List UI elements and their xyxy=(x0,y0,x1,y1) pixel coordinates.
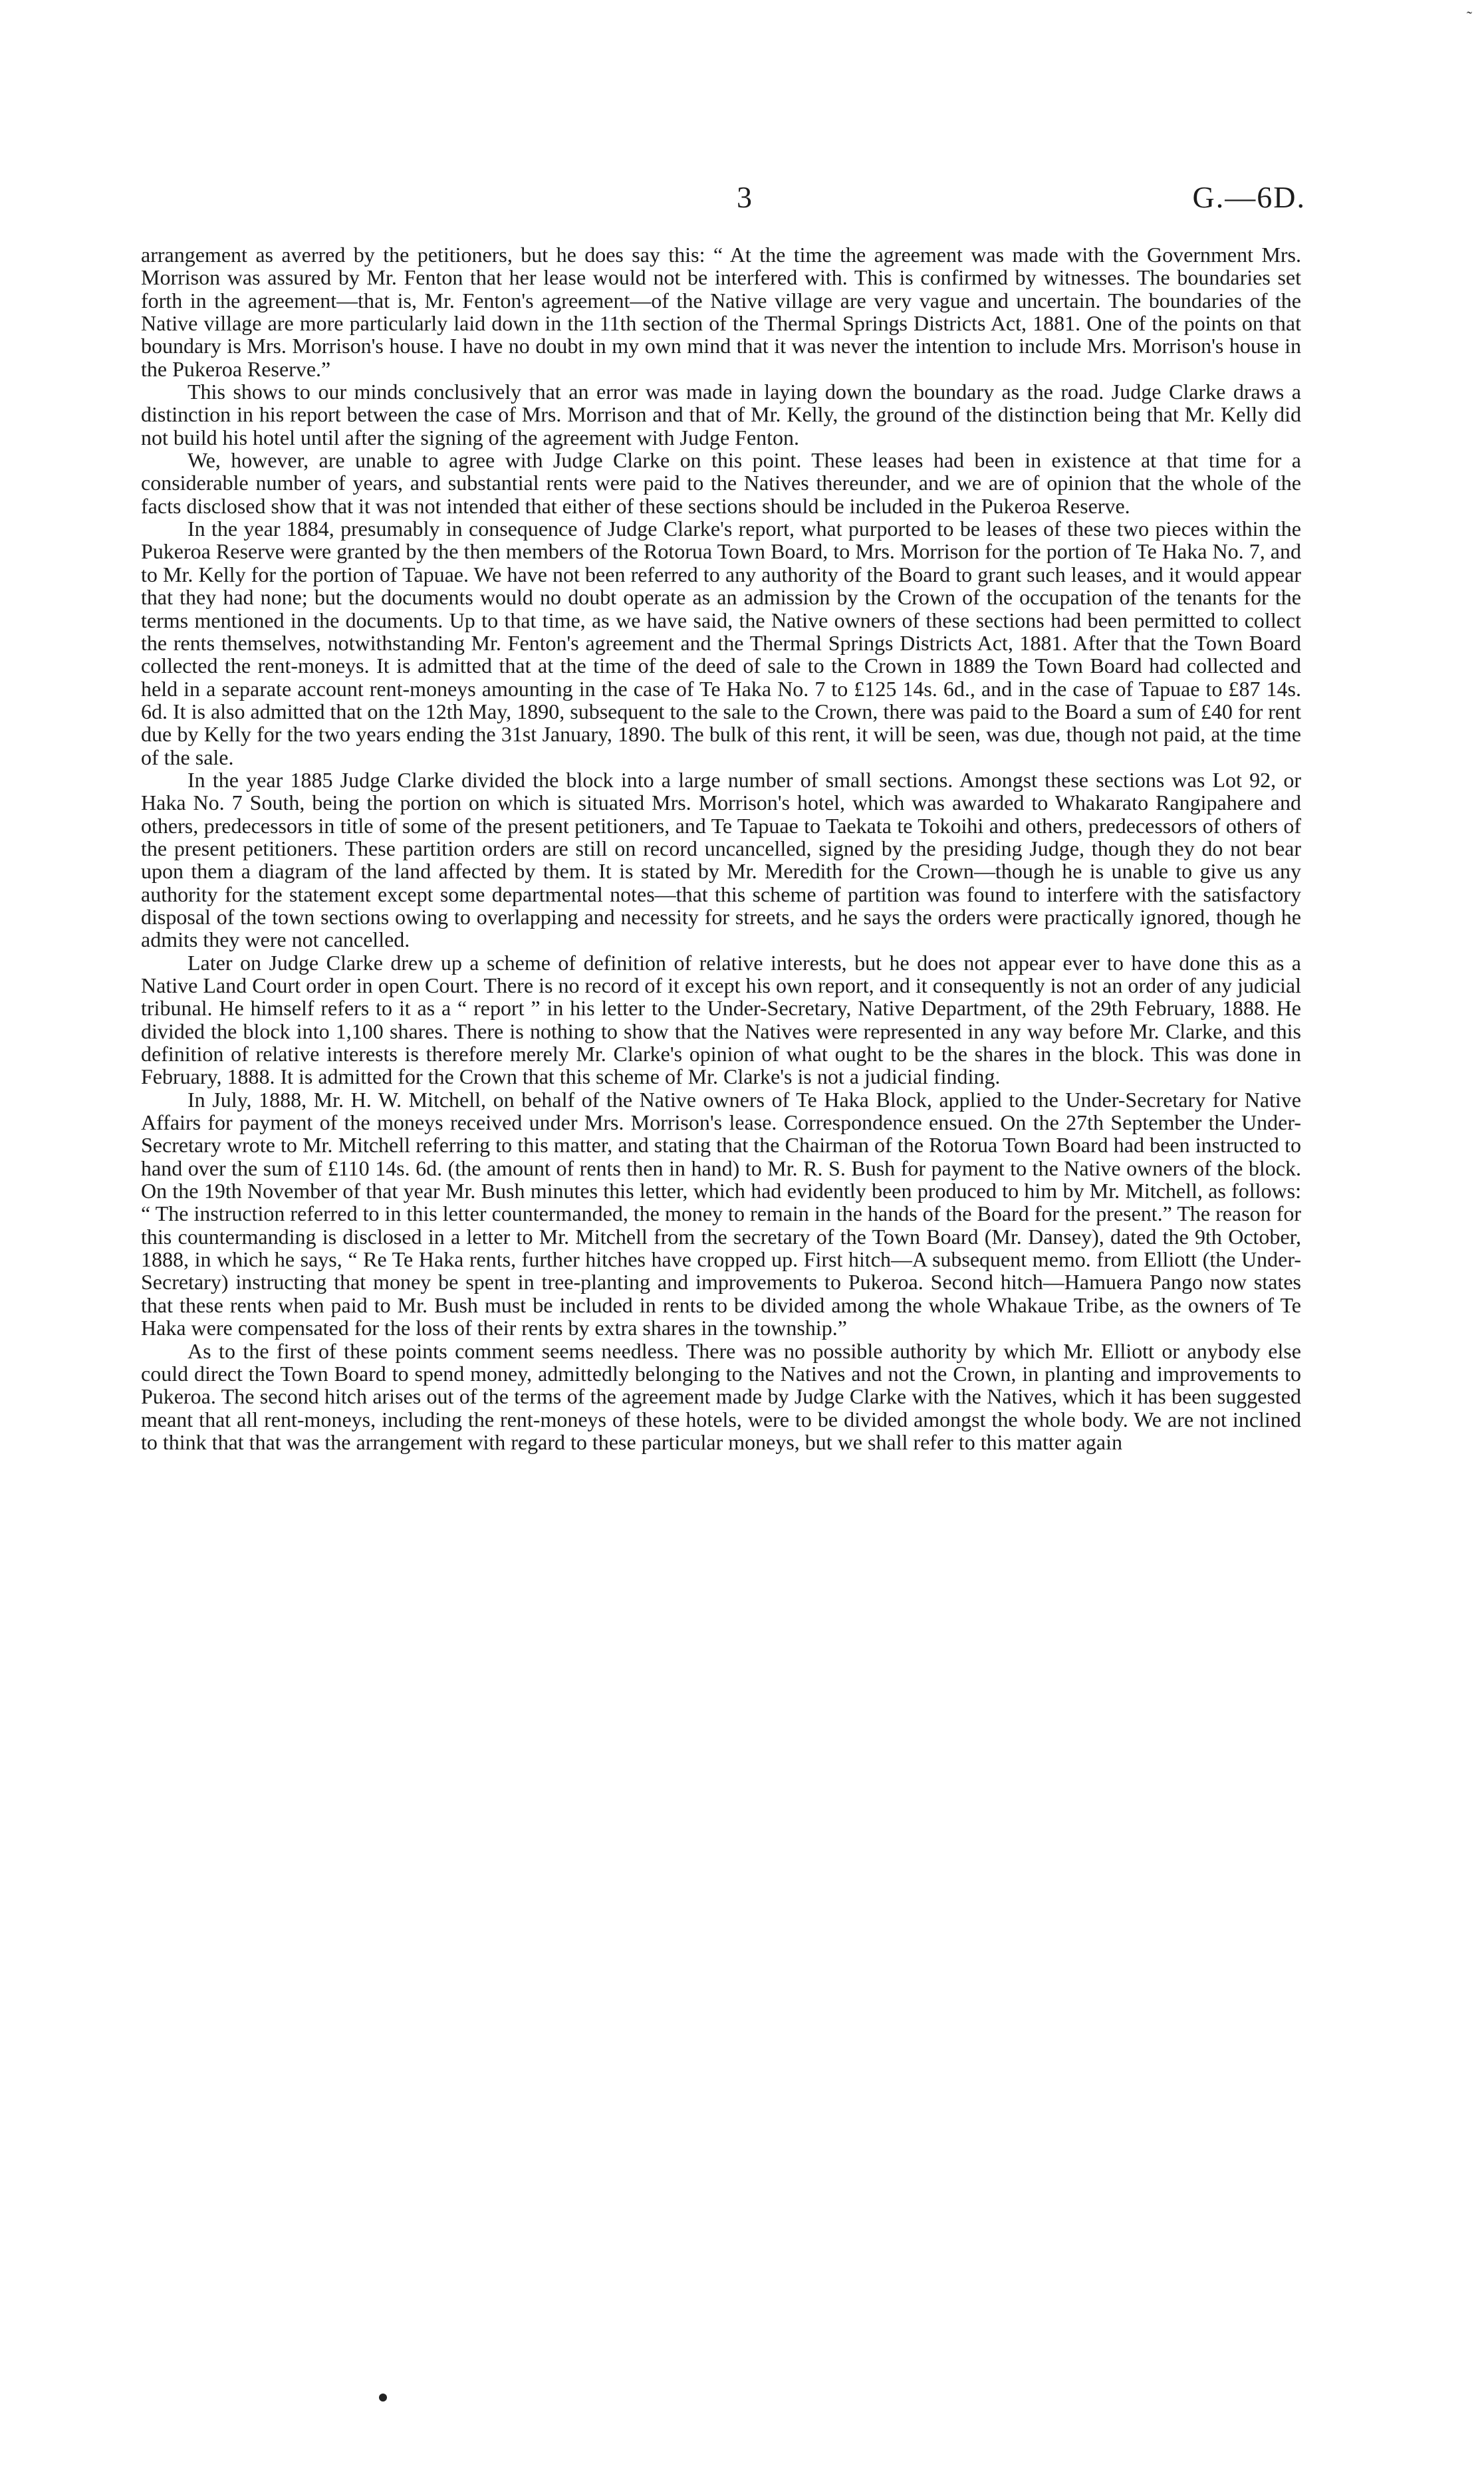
paragraph-4: In the year 1884, presumably in consequence of Judge Clarke's report, what purported to be leases of these two pieces within the Pukeroa Reserve were granted by the then members of the Rotorua Town Board, to Mrs. Morrison for the portion of Te Haka No. 7, and to Mr. Kelly for the portion of Tapuae. We have not been referred to any authority of the Board to grant such leases, and it would appear that they had none; but the documents would no doubt operate as an admission by the Crown of the occupation of the tenants for the terms mentioned in the documents. Up to that time, as we have said, the Native owners of these sections had been permitted to collect the rents themselves, notwithstanding Mr. Fenton's agreement and the Thermal Springs Districts Act, 1881. After that the Town Board collected the rent-moneys. It is admitted that at the time of the deed of sale to the Crown in 1889 the Town Board had collected and held in a separate account rent-moneys amounting in the case of Te Haka No. 7 to £125 14s. 6d., and in the case of Tapuae to £87 14s. 6d. It is also admitted that on the 12th May, 1890, subsequent to the sale to the Crown, there was paid to the Board a sum of £40 for rent due by Kelly for the two years ending the 31st January, 1890. The bulk of this rent, it will be seen, was due, though not paid, at the time of the sale. xyxy=(141,517,1301,769)
paragraph-8: As to the first of these points comment seems needless. There was no possible authority by which Mr. Elliott or anybody else could direct the Town Board to spend money, admittedly belonging to the Natives and not the Crown, in planting and improvements to Pukeroa. The second hitch arises out of the terms of the agreement made by Judge Clarke with the Natives, which it has been suggested meant that all rent-moneys, including the rent-moneys of these hotels, were to be divided amongst the whole body. We are not inclined to think that that was the arrangement with regard to these particular moneys, but we shall refer to this matter again xyxy=(141,1338,1301,1454)
paragraph-3: We, however, are unable to agree with Judge Clarke on this point. These leases had been in existence at that time for a considerable number of years, and substantial rents were paid to the Natives thereunder, and we are of opinion that the whole of the facts disclosed show that it was not intended that either of these sections should be included in the Pukeroa Reserve. xyxy=(141,448,1301,518)
printer-mark-dot xyxy=(379,2394,387,2402)
document-reference: G.—6D. xyxy=(1192,180,1306,214)
body-text xyxy=(141,243,1301,1453)
paragraph-2: This shows to our minds conclusively that an error was made in laying down the boundary as the road. Judge Clarke draws a distinction in his report between the case of Mrs. Morrison and that of Mr. Kelly, the ground of the distinction being that Mr. Kelly did not build his hotel until after the signing of the agreement with Judge Fenton. xyxy=(141,380,1301,449)
corner-mark: ˜ xyxy=(1467,9,1472,27)
paragraph-7: In July, 1888, Mr. H. W. Mitchell, on behalf of the Native owners of Te Haka Block, applied to the Under-Secretary for Native Affairs for payment of the moneys received under Mrs. Morrison's lease. Correspondence ensued. On the 27th September the Under-Secretary wrote to Mr. Mitchell referring to this matter, and stating that the Chairman of the Rotorua Town Board had been instructed to hand over the sum of £110 14s. 6d. (the amount of rents then in hand) to Mr. R. S. Bush for payment to the Native owners of the block. On the 19th November of that year Mr. Bush minutes this letter, which had evidently been produced to him by Mr. Mitchell, as follows: “ The instruction referred to in this letter countermanded, the money to remain in the hands of the Board for the present.” The reason for this countermanding is disclosed in a letter to Mr. Mitchell from the secretary of the Town Board (Mr. Dansey), dated the 9th October, 1888, in which he says, “ Re Te Haka rents, further hitches have cropped up. First hitch—A subsequent memo. from Elliott (the Under-Secretary) instructing that money be spent in tree-planting and improvements to Pukeroa. Second hitch—Hamuera Pango now states that these rents when paid to Mr. Bush must be included in rents to be divided among the whole Whakaue Tribe, as the owners of Te Haka were compensated for the loss of their rents by extra shares in the township.” xyxy=(141,1087,1301,1340)
paragraph-6: Later on Judge Clarke drew up a scheme of definition of relative interests, but he does not appear ever to have done this as a Native Land Court order in open Court. There is no record of it except his own report, and it consequently is not an order of any judicial tribunal. He himself refers to it as a “ report ” in his letter to the Under-Secretary, Native Department, of the 29th February, 1888. He divided the block into 1,100 shares. There is nothing to show that the Natives were represented in any way before Mr. Clarke, and this definition of relative interests is therefore merely Mr. Clarke's opinion of what ought to be the shares in the block. This was done in February, 1888. It is admitted for the Crown that this scheme of Mr. Clarke's is not a judicial finding. xyxy=(141,950,1301,1089)
paragraph-1: arrangement as averred by the petitioners, but he does say this: “ At the time the agreement was made with the Government Mrs. Morrison was assured by Mr. Fenton that her lease would not be interfered with. This is confirmed by witnesses. The boundaries set forth in the agreement—that is, Mr. Fenton's agreement—of the Native village are very vague and uncertain. The boundaries of the Native village are more particularly laid down in the 11th section of the Thermal Springs Districts Act, 1881. One of the points on that boundary is Mrs. Morrison's house. I have no doubt in my own mind that it was never the intention to include Mrs. Morrison's house in the Pukeroa Reserve.” xyxy=(141,243,1301,381)
page-number: 3 xyxy=(737,180,753,214)
paragraph-5: In the year 1885 Judge Clarke divided the block into a large number of small sections. Amongst these sections was Lot 92, or Haka No. 7 South, being the portion on which is situated Mrs. Morrison's hotel, which was awarded to Whakarato Rangipahere and others, predecessors in title of some of the present petitioners, and Te Tapuae to Taekata te Tokoihi and others, predecessors of others of the present petitioners. These partition orders are still on record uncancelled, signed by the presiding Judge, though they do not bear upon them a diagram of the land affected by them. It is stated by Mr. Meredith for the Crown—though he is unable to give us any authority for the statement except some departmental notes—that this scheme of partition was found to interfere with the satisfactory disposal of the town sections owing to overlapping and necessity for streets, and he says the orders were practically ignored, though he admits they were not cancelled. xyxy=(141,767,1301,952)
